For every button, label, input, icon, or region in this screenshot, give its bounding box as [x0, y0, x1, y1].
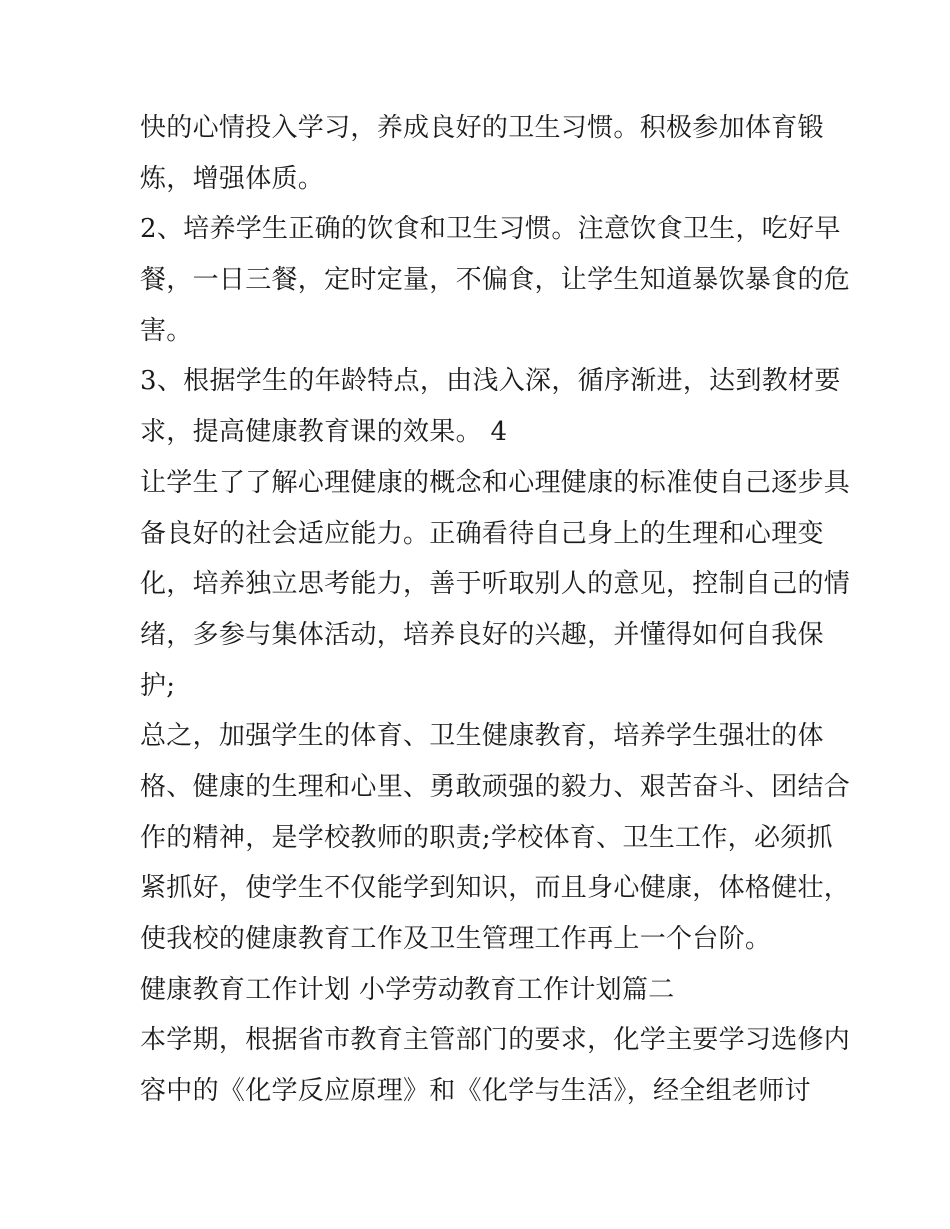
text-line: 作的精神，是学校教师的职责;学校体育、卫生工作，必须抓	[140, 822, 833, 853]
text-line: 本学期，根据省市教育主管部门的要求，化学主要学习选修内	[140, 1025, 851, 1056]
text-line: 快的心情投入学习，养成良好的卫生习惯。积极参加体育锻	[140, 113, 824, 143]
text-line: 求，提高健康教育课的效果。 4	[140, 417, 508, 448]
text-line: 绪，多参与集体活动，培养良好的兴趣，并懂得如何自我保	[140, 619, 824, 650]
text-line: 害。	[140, 315, 193, 346]
text-line: 2、培养学生正确的饮食和卫生习惯。注意饮食卫生，吃好早	[140, 214, 841, 245]
text-line: 餐，一日三餐，定时定量，不偏食，让学生知道暴饮暴食的危	[140, 265, 851, 296]
text-line: 紧抓好，使学生不仅能学到知识，而且身心健康，体格健壮，	[140, 873, 851, 904]
text-line: 炼，增强体质。	[140, 163, 325, 194]
text-line: 总之，加强学生的体育、卫生健康教育，培养学生强壮的体	[140, 721, 824, 752]
text-line: 使我校的健康教育工作及卫生管理工作再上一个台阶。	[140, 924, 772, 954]
text-line: 备良好的社会适应能力。正确看待自己身上的生理和心理变	[140, 518, 824, 549]
text-line: 化，培养独立思考能力，善于听取别人的意见，控制自己的情	[140, 569, 851, 600]
text-line: 让学生了了解心理健康的概念和心理健康的标准使自己逐步具	[140, 467, 851, 498]
text-line: 容中的《化学反应原理》和《化学与生活》，经全组老师讨	[140, 1076, 811, 1107]
text-line: 格、健康的生理和心里、勇敢顽强的毅力、艰苦奋斗、团结合	[140, 771, 851, 802]
section-heading: 健康教育工作计划 小学劳动教育工作计划篇二	[140, 974, 675, 1005]
text-line: 护;	[140, 670, 176, 701]
document-body	[140, 103, 851, 1117]
text-line: 3、根据学生的年龄特点，由浅入深，循序渐进，达到教材要	[140, 366, 841, 397]
